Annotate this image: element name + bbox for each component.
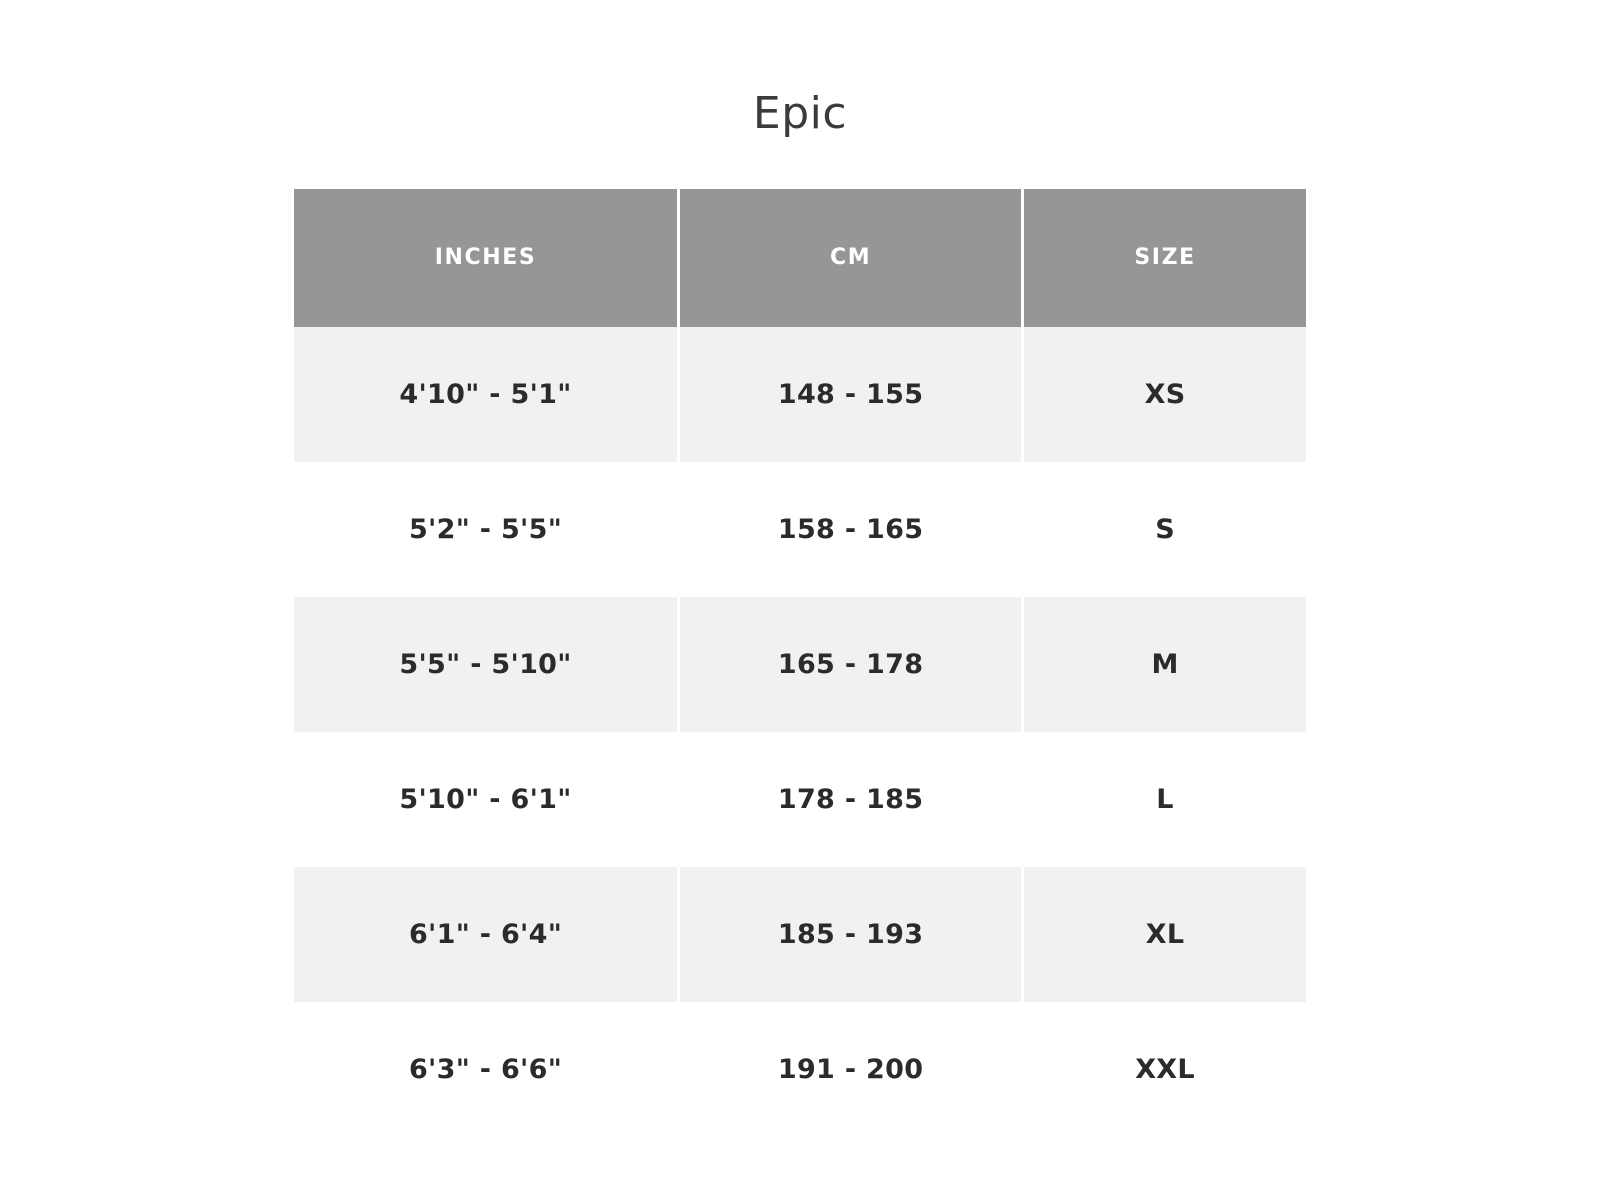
table-row <box>294 867 1306 1002</box>
cell-inches: 5'5" - 5'10" <box>294 597 679 732</box>
cell-size: XS <box>1023 327 1306 462</box>
table-body <box>294 327 1306 1137</box>
cell-cm: 185 - 193 <box>679 867 1023 1002</box>
cell-cm: 178 - 185 <box>679 732 1023 867</box>
column-header-size: SIZE <box>1023 189 1306 327</box>
cell-size: XL <box>1023 867 1306 1002</box>
size-chart-table-container <box>294 189 1306 1137</box>
table-row <box>294 1002 1306 1137</box>
cell-inches: 6'3" - 6'6" <box>294 1002 679 1137</box>
cell-size: S <box>1023 462 1306 597</box>
column-header-cm: CM <box>679 189 1023 327</box>
cell-size: L <box>1023 732 1306 867</box>
cell-inches: 6'1" - 6'4" <box>294 867 679 1002</box>
table-row <box>294 462 1306 597</box>
table-row <box>294 597 1306 732</box>
cell-cm: 191 - 200 <box>679 1002 1023 1137</box>
column-header-inches: INCHES <box>294 189 679 327</box>
table-row <box>294 732 1306 867</box>
cell-inches: 4'10" - 5'1" <box>294 327 679 462</box>
cell-inches: 5'10" - 6'1" <box>294 732 679 867</box>
cell-size: M <box>1023 597 1306 732</box>
cell-inches: 5'2" - 5'5" <box>294 462 679 597</box>
size-chart-table <box>294 189 1306 1137</box>
table-header-row <box>294 189 1306 327</box>
cell-size: XXL <box>1023 1002 1306 1137</box>
cell-cm: 158 - 165 <box>679 462 1023 597</box>
page-title: Epic <box>752 88 848 139</box>
cell-cm: 148 - 155 <box>679 327 1023 462</box>
table-row <box>294 327 1306 462</box>
cell-cm: 165 - 178 <box>679 597 1023 732</box>
table-header <box>294 189 1306 327</box>
